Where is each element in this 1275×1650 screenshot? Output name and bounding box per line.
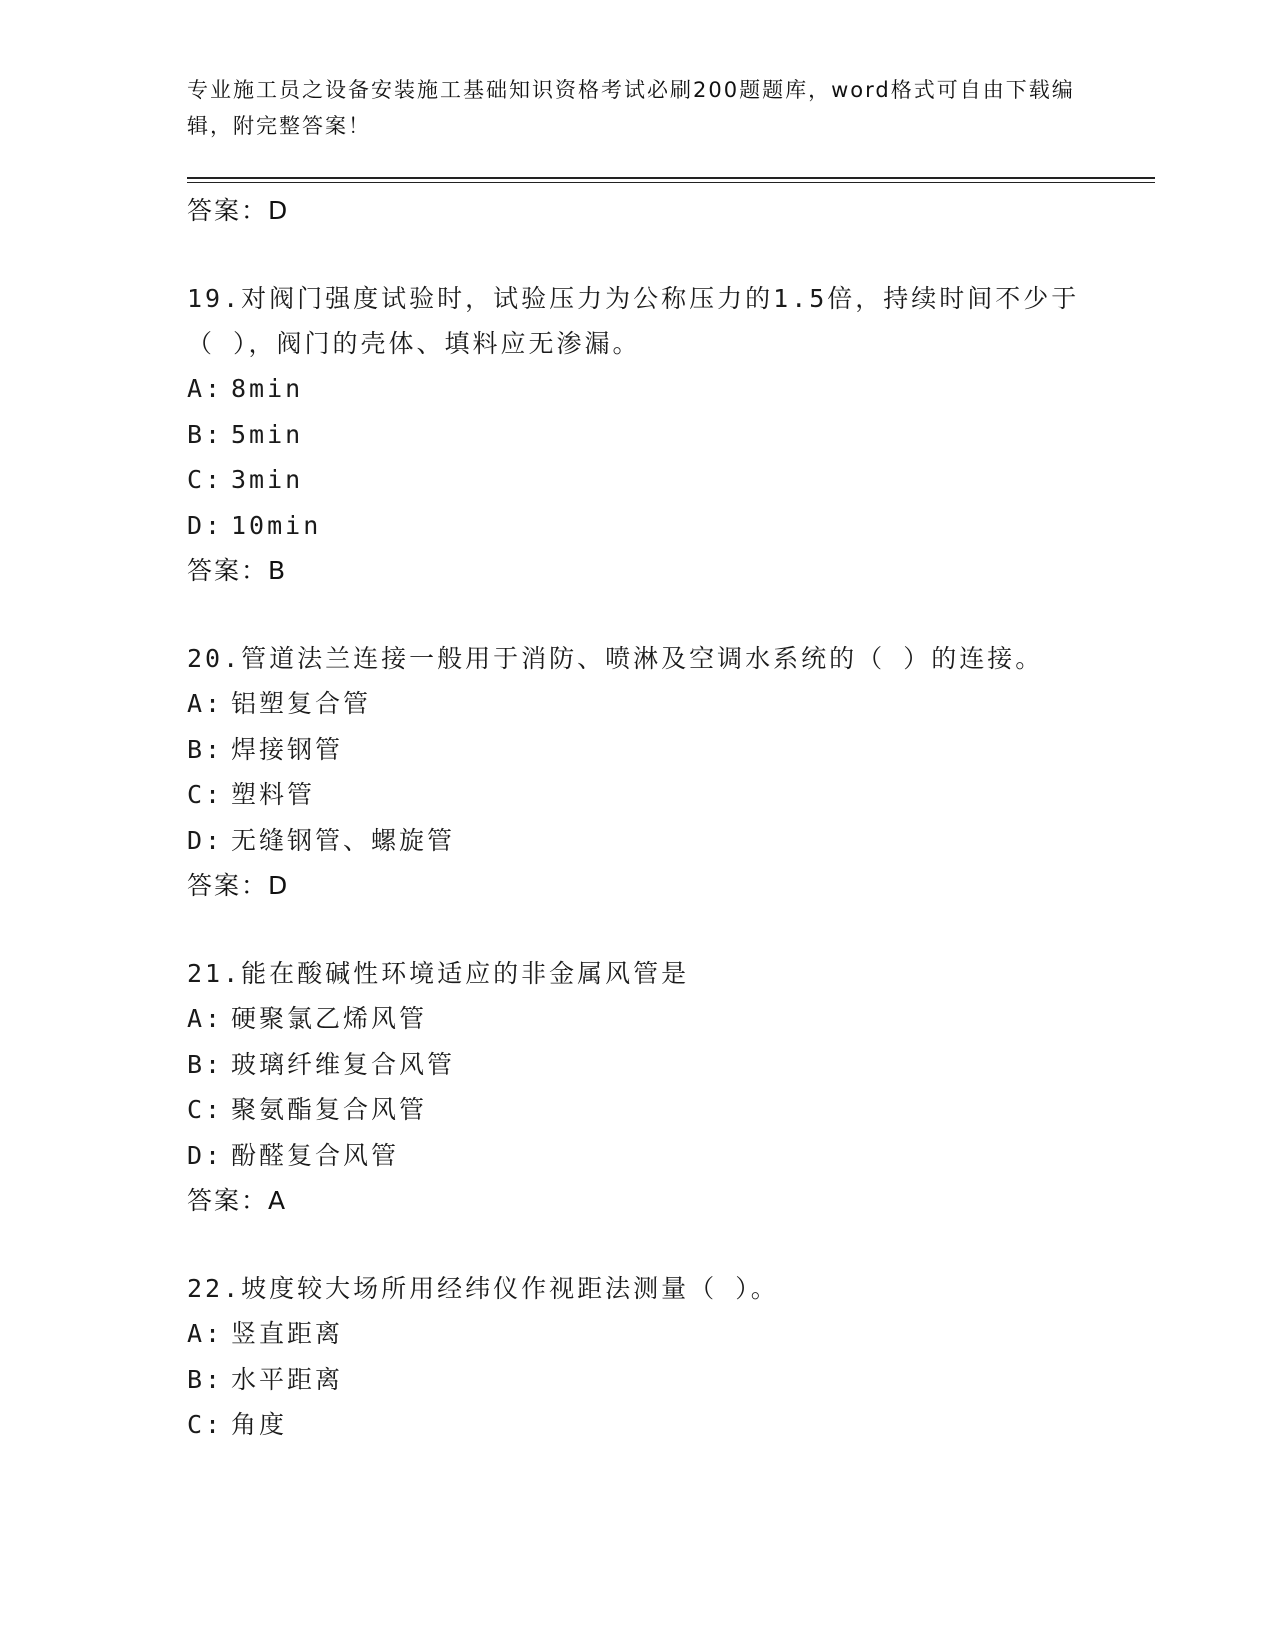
option-text: 角度 [231,1410,288,1439]
option-letter: A: [187,374,224,403]
option-text: 焊接钢管 [231,734,344,764]
question-block [187,951,1087,1224]
option-b [187,1042,1087,1088]
option-letter: A: [187,689,224,718]
option-text: 聚氨酯复合风管 [231,1095,428,1124]
option-letter: A: [187,1319,224,1348]
option-letter: A: [187,1004,224,1033]
option-letter: B: [187,419,224,449]
option-text: 10min [231,510,322,540]
option-text: 无缝钢管、螺旋管 [231,825,456,855]
option-b [187,727,1087,773]
option-c [187,1402,1087,1448]
answer-line: 答案：D [187,871,290,900]
header-divider-thick [187,177,1155,179]
question-text: 19.对阀门强度试验时，试验压力为公称压力的1.5倍，持续时间不少于（ ），阀门的壳体、填料应无渗漏。 [187,284,1080,358]
option-b [187,412,1087,458]
option-letter: D: [187,1140,224,1170]
option-a [187,1311,1087,1357]
option-letter: D: [187,825,224,855]
option-b [187,1357,1087,1403]
option-d [187,818,1087,864]
option-text: 水平距离 [231,1364,344,1394]
option-d [187,503,1087,549]
option-text: 塑料管 [231,780,316,809]
option-text: 玻璃纤维复合风管 [231,1049,456,1079]
option-letter: C: [187,465,224,494]
question-text: 21.能在酸碱性环境适应的非金属风管是 [187,959,690,988]
question-block [187,276,1087,594]
option-d [187,1133,1087,1179]
option-text: 3min [231,465,304,494]
option-c [187,1087,1087,1133]
question-block [187,636,1087,909]
previous-answer: 答案：D [187,196,290,225]
question-text: 20.管道法兰连接一般用于消防、喷淋及空调水系统的（ ）的连接。 [187,644,1044,673]
question-block [187,1266,1087,1448]
option-text: 8min [231,374,304,403]
option-c [187,772,1087,818]
question-text: 22.坡度较大场所用经纬仪作视距法测量（ ）。 [187,1274,779,1303]
option-letter: B: [187,1049,224,1079]
option-text: 酚醛复合风管 [231,1140,400,1170]
option-letter: C: [187,1410,224,1439]
option-text: 竖直距离 [231,1319,344,1348]
questions-content [187,188,1087,1448]
option-text: 铝塑复合管 [231,689,372,718]
option-text: 5min [231,419,304,449]
option-a [187,996,1087,1042]
answer-line: 答案：A [187,1186,288,1215]
answer-line: 答案：B [187,556,288,585]
document-header: 专业施工员之设备安装施工基础知识资格考试必刷200题题库，word格式可自由下载编辑，附完整答案！ [187,78,1075,138]
option-c [187,457,1087,503]
option-text: 硬聚氯乙烯风管 [231,1004,428,1033]
option-letter: C: [187,1095,224,1124]
option-letter: C: [187,780,224,809]
header-divider-thin [187,182,1155,183]
option-letter: B: [187,1364,224,1394]
option-letter: B: [187,734,224,764]
option-letter: D: [187,510,224,540]
option-a [187,681,1087,727]
option-a [187,366,1087,412]
